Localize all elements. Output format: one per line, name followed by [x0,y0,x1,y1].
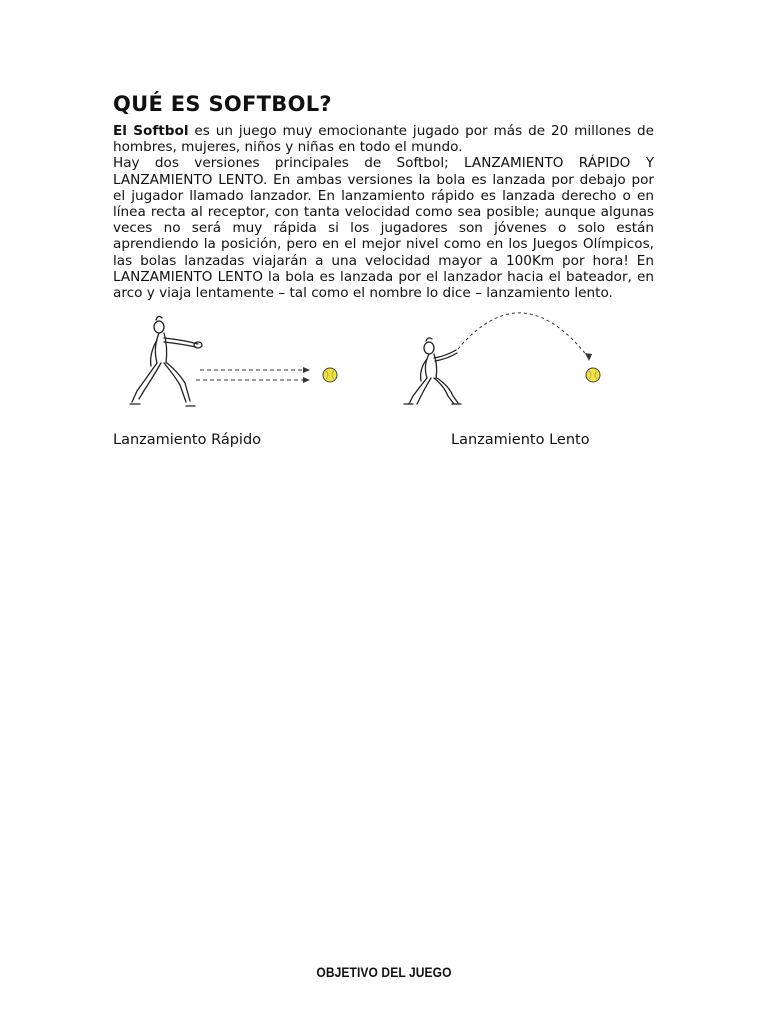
page-title: QUÉ ES SOFTBOL? [113,92,332,116]
intro-paragraph [113,123,654,155]
section-heading: OBJETIVO DEL JUEGO [316,964,452,980]
body-text [113,123,654,301]
intro-text: es un juego muy emocionante jugado por más de 20 millones de hombres, mujeres, niños y niñas en todo el mundo. [113,123,654,156]
slow-pitch-caption: Lanzamiento Lento [451,432,590,448]
fast-pitch-illustration [128,308,350,416]
slow-pitch-illustration [402,303,612,413]
versions-paragraph: Hay dos versiones principales de Softbol; LANZAMIENTO RÁPIDO Y LANZAMIENTO LENTO. En ambas versiones la bola es lanzada por debajo por el jugador llamado lanzador. En lanzamiento rápido es lanzada derecho o en línea recta al receptor, con tanta velocidad como sea posible; aunque algunas veces no será muy rápida si los jugadores son jóvenes o solo están aprendiendo la posición, pero en el mejor nivel como en los Juegos Olímpicos, las bolas lanzadas viajarán a una velocidad mayor a 100Km por hora! En LANZAMIENTO LENTO la bola es lanzada por el lanzador hacia el bateador, en arco y viaja lentamente – tal como el nombre lo dice – lanzamiento lento. [113,155,654,302]
intro-bold-term: El Softbol [113,123,189,139]
fast-pitch-caption: Lanzamiento Rápido [113,432,262,448]
